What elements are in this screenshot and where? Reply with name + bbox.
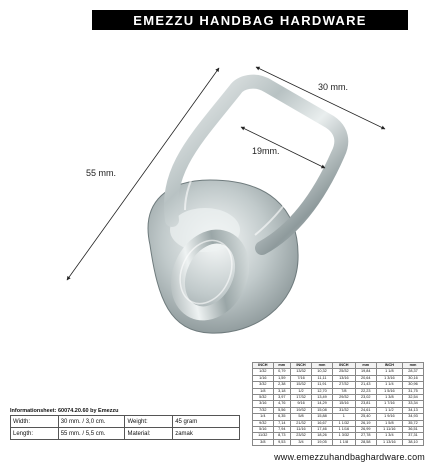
spec-value: 55 mm. / 5,5 cm. <box>58 428 125 440</box>
conversion-cell: 13,49 <box>312 394 333 400</box>
conversion-cell: 1 1/8 <box>332 439 355 445</box>
conversion-cell: 34,93 <box>402 414 423 420</box>
conversion-cell: 1/32 <box>253 369 274 375</box>
conversion-cell: 2,38 <box>273 382 290 388</box>
conversion-cell: 11/32 <box>253 433 274 439</box>
header-cell: mm <box>273 363 290 369</box>
spec-label: Width: <box>11 416 59 428</box>
conversion-cell: 11,11 <box>312 375 333 381</box>
spec-table <box>10 415 240 440</box>
conversion-cell: 1/16 <box>253 375 274 381</box>
conversion-cell: 4,76 <box>273 401 290 407</box>
conversion-cell: 11,91 <box>312 382 333 388</box>
conversion-cell: 31,75 <box>402 388 423 394</box>
conversion-cell: 24,61 <box>355 407 376 413</box>
conversion-cell: 1 1/32 <box>332 420 355 426</box>
conversion-cell: 12,70 <box>312 388 333 394</box>
conversion-cell: 1 3/32 <box>332 433 355 439</box>
header-cell: mm <box>312 363 333 369</box>
conversion-cell: 1 1/8 <box>376 369 402 375</box>
conversion-cell: 35,72 <box>402 420 423 426</box>
conversion-cell: 1 1/2 <box>376 407 402 413</box>
conversion-cell: 1 11/16 <box>376 426 402 432</box>
conversion-cell: 3/16 <box>253 401 274 407</box>
conversion-cell: 1 3/16 <box>376 375 402 381</box>
conversion-cell: 19/32 <box>291 407 312 413</box>
conversion-cell: 0,79 <box>273 369 290 375</box>
spec-row <box>11 416 240 428</box>
conversion-cell: 22,23 <box>355 388 376 394</box>
conversion-cell: 21,43 <box>355 382 376 388</box>
dimension-19-label: 19mm. <box>252 146 280 156</box>
website-link[interactable]: www.emezzuhandbaghardware.com <box>274 452 425 462</box>
conversion-cell: 6,35 <box>273 414 290 420</box>
conversion-cell: 15,08 <box>312 407 333 413</box>
conversion-cell: 23/32 <box>291 433 312 439</box>
header-cell: mm <box>402 363 423 369</box>
conversion-cell: 16,67 <box>312 420 333 426</box>
conversion-cell: 7/32 <box>253 407 274 413</box>
conversion-cell: 1/2 <box>291 388 312 394</box>
conversion-cell: 1 3/4 <box>376 433 402 439</box>
dimension-30-label: 30 mm. <box>318 82 349 92</box>
conversion-cell: 5/16 <box>253 426 274 432</box>
conversion-cell: 3/8 <box>253 439 274 445</box>
conversion-cell: 13/32 <box>291 369 312 375</box>
conversion-cell: 3,97 <box>273 394 290 400</box>
conversion-cell: 5/32 <box>253 394 274 400</box>
conversion-cell: 23,02 <box>355 394 376 400</box>
conversion-cell: 19,84 <box>355 369 376 375</box>
conversion-cell: 26,99 <box>355 426 376 432</box>
conversion-cell: 3/32 <box>253 382 274 388</box>
conversion-cell: 7/8 <box>332 388 355 394</box>
conversion-cell: 7,94 <box>273 426 290 432</box>
conversion-cell: 1 5/8 <box>376 420 402 426</box>
conversion-cell: 38,10 <box>402 439 423 445</box>
conversion-cell: 27,78 <box>355 433 376 439</box>
conversion-cell: 33,34 <box>402 401 423 407</box>
conversion-cell: 5/8 <box>291 414 312 420</box>
spec-value: 30 mm. / 3,0 cm. <box>58 416 125 428</box>
conversion-cell: 21/32 <box>291 420 312 426</box>
header-cell: INCH <box>376 363 402 369</box>
conversion-cell: 25,40 <box>355 414 376 420</box>
conversion-cell: 15,88 <box>312 414 333 420</box>
conversion-cell: 3,18 <box>273 388 290 394</box>
conversion-cell: 19,05 <box>312 439 333 445</box>
spec-label: Weight: <box>125 416 173 428</box>
conversion-cell: 9/16 <box>291 401 312 407</box>
conversion-cell: 1/8 <box>253 388 274 394</box>
conversion-cell: 30,16 <box>402 375 423 381</box>
conversion-cell: 1 <box>332 414 355 420</box>
conversion-cell: 1 7/16 <box>376 401 402 407</box>
conversion-cell: 1/4 <box>253 414 274 420</box>
conversion-body <box>253 369 424 446</box>
spec-value: 45 gram <box>173 416 240 428</box>
conversion-cell: 1 9/16 <box>376 414 402 420</box>
conversion-cell: 1 13/16 <box>376 439 402 445</box>
conversion-cell: 7,14 <box>273 420 290 426</box>
spec-label: Length: <box>11 428 59 440</box>
conversion-cell: 1 1/16 <box>332 426 355 432</box>
spec-row <box>11 428 240 440</box>
conversion-cell: 23,81 <box>355 401 376 407</box>
conversion-cell: 1 3/8 <box>376 394 402 400</box>
header-cell: INCH <box>291 363 312 369</box>
conversion-cell: 8,73 <box>273 433 290 439</box>
inch-mm-conversion-table <box>252 362 424 446</box>
conversion-cell: 28,37 <box>402 369 423 375</box>
conversion-cell: 14,29 <box>312 401 333 407</box>
spec-label: Material: <box>125 428 173 440</box>
conversion-cell: 36,51 <box>402 426 423 432</box>
conversion-row <box>253 439 424 445</box>
conversion-cell: 1 1/4 <box>376 382 402 388</box>
conversion-cell: 15/32 <box>291 382 312 388</box>
conversion-cell: 15/16 <box>332 401 355 407</box>
header-cell: INCH <box>253 363 274 369</box>
conversion-cell: 7/16 <box>291 375 312 381</box>
conversion-cell: 25/32 <box>332 369 355 375</box>
conversion-cell: 11/16 <box>291 426 312 432</box>
product-image <box>0 30 433 360</box>
header-cell: INCH <box>332 363 355 369</box>
conversion-cell: 9/32 <box>253 420 274 426</box>
conversion-cell: 10,32 <box>312 369 333 375</box>
conversion-cell: 28,58 <box>355 439 376 445</box>
brand-header <box>92 10 408 30</box>
info-sheet-title: Informationsheet: 60074.20.60 by Emezzu <box>10 408 119 414</box>
conversion-cell: 34,13 <box>402 407 423 413</box>
conversion-cell: 20,64 <box>355 375 376 381</box>
conversion-cell: 18,26 <box>312 433 333 439</box>
conversion-cell: 9,53 <box>273 439 290 445</box>
conversion-cell: 3/4 <box>291 439 312 445</box>
conversion-cell: 27/32 <box>332 382 355 388</box>
dimension-55-label: 55 mm. <box>86 168 117 178</box>
conversion-cell: 29/32 <box>332 394 355 400</box>
conversion-cell: 30,96 <box>402 382 423 388</box>
conversion-cell: 32,54 <box>402 394 423 400</box>
spec-value: zamak <box>173 428 240 440</box>
conversion-cell: 37,31 <box>402 433 423 439</box>
conversion-cell: 17,46 <box>312 426 333 432</box>
conversion-cell: 1 5/16 <box>376 388 402 394</box>
conversion-cell: 26,19 <box>355 420 376 426</box>
conversion-cell: 31/32 <box>332 407 355 413</box>
product-figure <box>0 30 433 360</box>
conversion-cell: 5,56 <box>273 407 290 413</box>
header-cell: mm <box>355 363 376 369</box>
conversion-cell: 1,59 <box>273 375 290 381</box>
conversion-cell: 13/16 <box>332 375 355 381</box>
conversion-cell: 17/32 <box>291 394 312 400</box>
brand-title: EMEZZU HANDBAG HARDWARE <box>133 12 367 28</box>
